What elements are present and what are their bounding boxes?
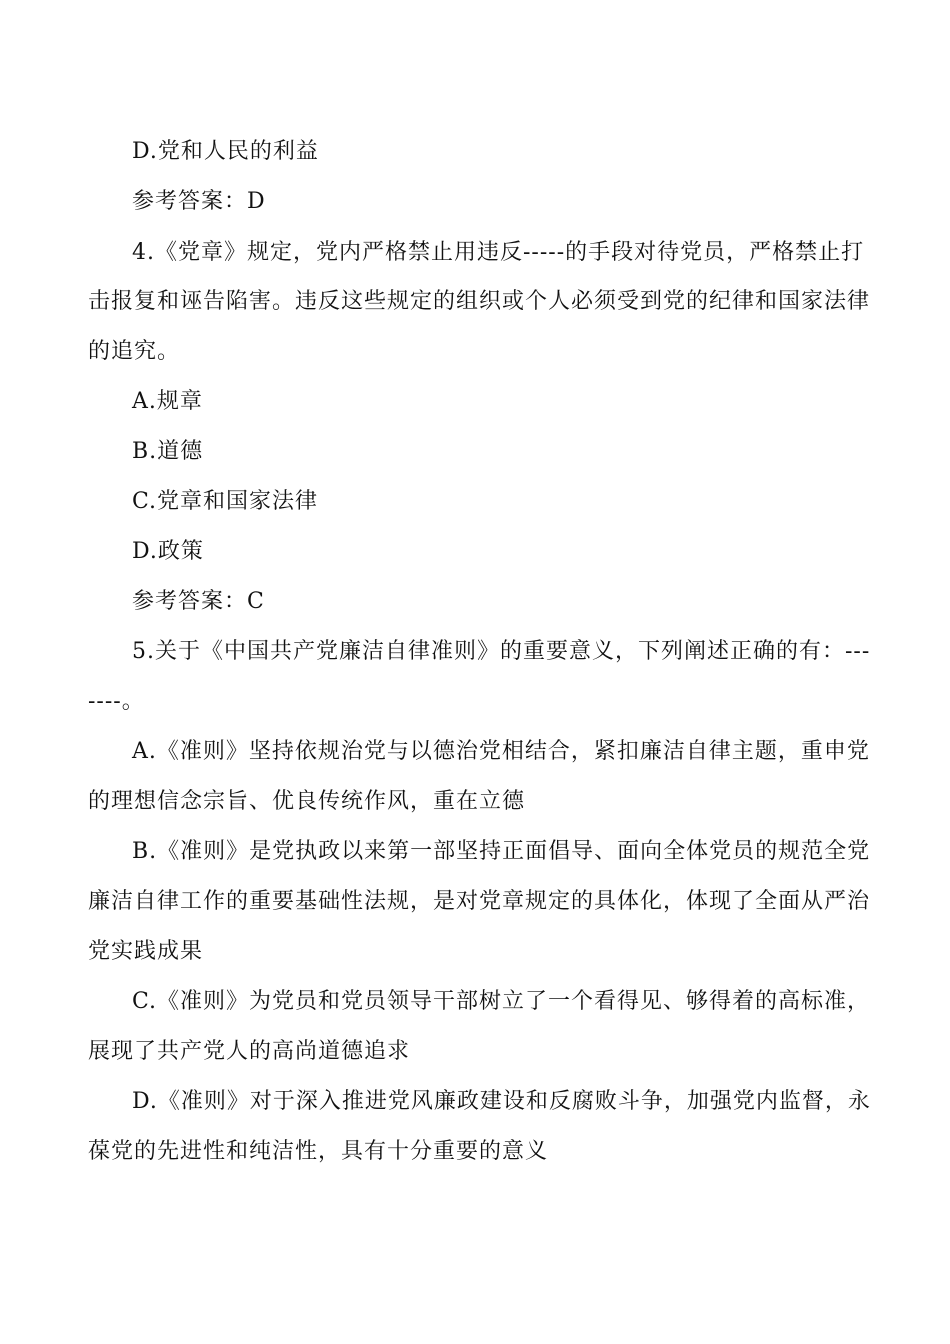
- q5-option-c-line-1: C.《准则》为党员和党员领导干部树立了一个看得见、够得着的高标准，: [132, 989, 871, 1014]
- q5-stem-line-1: 5.关于《中国共产党廉洁自律准则》的重要意义，下列阐述正确的有：---: [132, 639, 871, 664]
- q4-answer: 参考答案：C: [132, 589, 265, 614]
- q3-answer: 参考答案：D: [132, 189, 266, 214]
- q5-option-a-line-1: A.《准则》坚持依规治党与以德治党相结合，紧扣廉洁自律主题，重申党: [132, 739, 870, 764]
- q4-option-b: B.道德: [132, 439, 204, 464]
- q5-option-a-line-2: 的理想信念宗旨、优良传统作风，重在立德: [88, 789, 526, 814]
- q5-stem-line-2: ----。: [88, 689, 145, 714]
- q5-option-b-line-3: 党实践成果: [88, 939, 204, 964]
- q4-option-a: A.规章: [132, 389, 203, 414]
- q5-option-d-line-1: D.《准则》对于深入推进党风廉政建设和反腐败斗争，加强党内监督，永: [132, 1089, 871, 1114]
- q5-option-c-line-2: 展现了共产党人的高尚道德追求: [88, 1039, 411, 1064]
- q4-stem-line-3: 的追究。: [88, 339, 181, 364]
- q4-option-c: C.党章和国家法律: [132, 489, 319, 514]
- q4-option-d: D.政策: [132, 539, 204, 564]
- q5-option-d-line-2: 葆党的先进性和纯洁性，具有十分重要的意义: [88, 1139, 549, 1164]
- q4-stem-line-1: 4.《党章》规定，党内严格禁止用违反-----的手段对待党员，严格禁止打: [132, 240, 865, 265]
- q3-option-d: D.党和人民的利益: [132, 139, 319, 164]
- q5-option-b-line-2: 廉洁自律工作的重要基础性法规，是对党章规定的具体化，体现了全面从严治: [88, 889, 871, 914]
- q4-stem-line-2: 击报复和诬告陷害。违反这些规定的组织或个人必须受到党的纪律和国家法律: [88, 289, 871, 314]
- q5-option-b-line-1: B.《准则》是党执政以来第一部坚持正面倡导、面向全体党员的规范全党: [132, 839, 871, 864]
